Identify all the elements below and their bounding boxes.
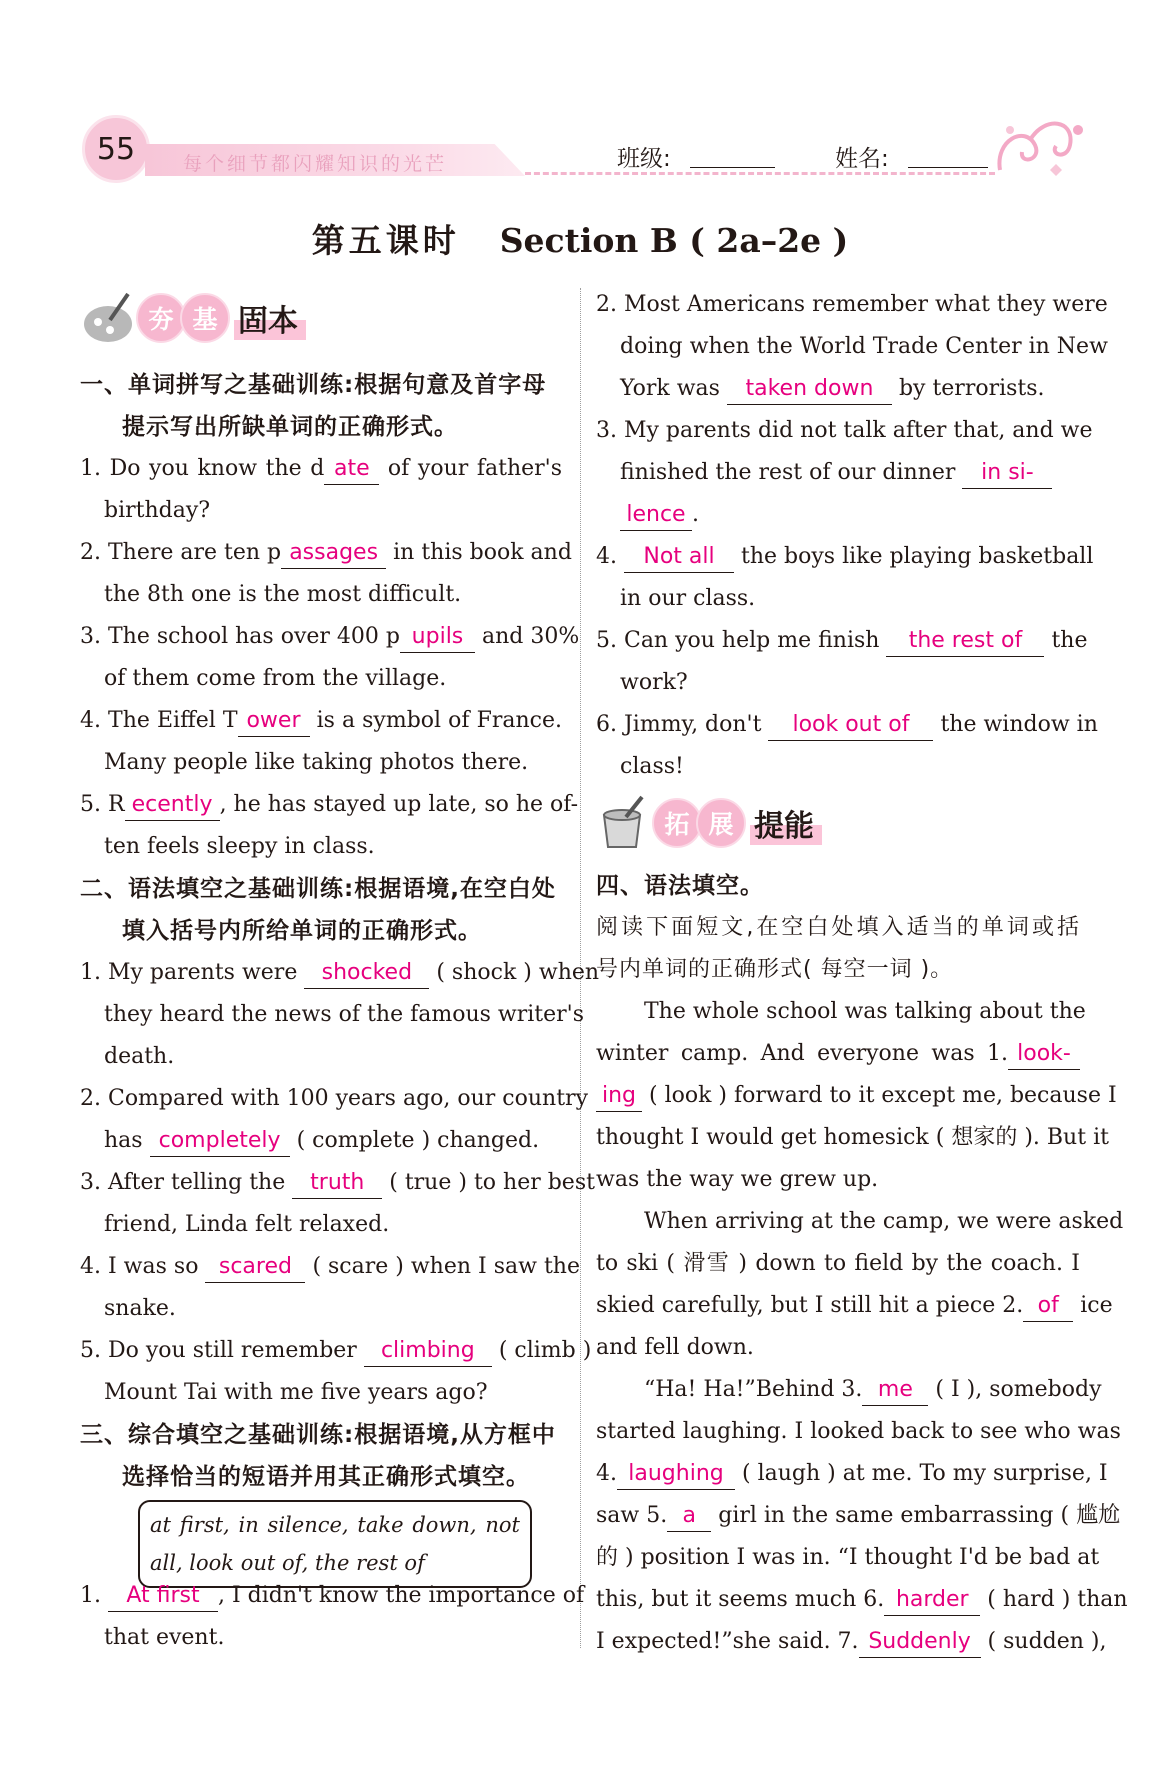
p1-q1-cont: birthday? — [104, 498, 211, 523]
answer-blank[interactable]: shocked — [304, 958, 429, 989]
p3-q6: 6. Jimmy, don't look out of the window in — [596, 705, 1080, 745]
part4-heading: 四、语法填空。 — [596, 873, 764, 899]
passage-line: was the way we grew up. — [596, 1167, 879, 1192]
passage-line: skied carefully, but I still hit a piece 2. of ice — [596, 1286, 1080, 1326]
part1-heading-cont: 提示写出所缺单词的正确形式。 — [122, 414, 458, 440]
answer-blank[interactable]: completely — [150, 1126, 290, 1157]
part1-heading: 一、单词拼写之基础训练:根据句意及首字母 — [80, 372, 547, 398]
passage-line: and fell down. — [596, 1335, 754, 1360]
part4-instruction-cont: 号内单词的正确形式( 每空一词 )。 — [596, 957, 954, 982]
p1-q2-cont: the 8th one is the most difficult. — [104, 582, 462, 607]
p3-q1-cont: that event. — [104, 1625, 225, 1650]
answer-blank[interactable]: truth — [292, 1168, 382, 1199]
part3-heading-cont: 选择恰当的短语并用其正确形式填空。 — [122, 1464, 530, 1490]
p1-q3: 3. The school has over 400 p upils and 30% — [80, 617, 562, 657]
lesson-title — [0, 215, 1160, 262]
p3-q5-cont: work? — [620, 670, 688, 695]
page-header — [0, 0, 1160, 190]
passage-line: winter camp. And everyone was 1. look- — [596, 1034, 1080, 1074]
answer-blank-1-cont[interactable]: ing — [596, 1081, 642, 1112]
flourish-icon — [990, 110, 1090, 190]
lesson-title-cn: 第五课时 — [311, 221, 460, 260]
passage-line: thought I would get homesick ( 想家的 ). But it — [596, 1125, 1109, 1150]
part3-heading: 三、综合填空之基础训练:根据语境,从方框中 — [80, 1422, 556, 1448]
answer-blank-4[interactable]: laughing — [617, 1459, 735, 1490]
answer-blank[interactable]: assages — [281, 538, 386, 569]
answer-blank[interactable]: upils — [400, 622, 475, 653]
answer-blank[interactable]: in si- — [962, 458, 1052, 489]
p3-q2: 2. Most Americans remember what they were — [596, 292, 1108, 317]
answer-blank[interactable]: At first — [108, 1581, 218, 1612]
name-field[interactable] — [908, 167, 988, 168]
p2-q2-cont: has completely ( complete ) changed. — [104, 1121, 539, 1161]
p3-q3-cont2: lence . — [620, 495, 699, 535]
passage-line: started laughing. I looked back to see who was — [596, 1419, 1121, 1444]
palette-icon — [80, 290, 136, 346]
p3-q3: 3. My parents did not talk after that, and we — [596, 418, 1093, 443]
p2-q1-cont: they heard the news of the famous writer's — [104, 1002, 584, 1027]
answer-blank[interactable]: look out of — [768, 710, 933, 741]
passage-line: I expected!”she said. 7. Suddenly ( sudden ), — [596, 1622, 1080, 1662]
p1-q5-cont: ten feels sleepy in class. — [104, 834, 375, 859]
part4-instruction: 阅读下面短文,在空白处填入适当的单词或括 — [596, 915, 1080, 940]
p1-q3-cont: of them come from the village. — [104, 666, 447, 691]
answer-blank[interactable]: Not all — [624, 542, 734, 573]
p2-q1: 1. My parents were shocked ( shock ) when — [80, 953, 562, 993]
p2-q5-cont: Mount Tai with me five years ago? — [104, 1380, 488, 1405]
answer-blank-7[interactable]: Suddenly — [859, 1627, 981, 1658]
answer-blank[interactable]: climbing — [364, 1336, 492, 1367]
p3-q1: 1. At first , I didn't know the importance of — [80, 1576, 562, 1616]
badge-word: 提能 — [750, 801, 822, 845]
p2-q4-cont: snake. — [104, 1296, 176, 1321]
answer-blank-3[interactable]: me — [862, 1375, 928, 1406]
p3-q4-cont: in our class. — [620, 586, 756, 611]
passage-line: 4. laughing ( laugh ) at me. To my surprise, I — [596, 1454, 1080, 1494]
answer-blank-2[interactable]: of — [1023, 1291, 1073, 1322]
passage-line: “Ha! Ha!”Behind 3. me ( I ), somebody — [644, 1370, 1080, 1410]
passage-line: The whole school was talking about the — [644, 999, 1086, 1024]
passage-line: 的 ) position I was in. “I thought I'd be bad at — [596, 1545, 1100, 1570]
answer-blank[interactable]: the rest of — [886, 626, 1044, 657]
p1-q5: 5. R ecently , he has stayed up late, so he of- — [80, 785, 562, 825]
class-label: 班级: — [617, 146, 671, 172]
p1-q4-cont: Many people like taking photos there. — [104, 750, 529, 775]
name-label: 姓名: — [835, 146, 889, 172]
p3-q2-cont2: York was taken down by terrorists. — [620, 369, 1045, 409]
passage-line: to ski ( 滑雪 ) down to field by the coach. I — [596, 1251, 1080, 1276]
p3-q4: 4. Not all the boys like playing basketball — [596, 537, 1080, 577]
badge-char-2: 展 — [696, 798, 746, 848]
p2-q5: 5. Do you still remember climbing ( climb ) — [80, 1331, 562, 1371]
passage-line: ing ( look ) forward to it except me, because I — [596, 1076, 1080, 1116]
passage-line: saw 5. a girl in the same embarrassing ( 尴尬 — [596, 1496, 1080, 1536]
p2-q2: 2. Compared with 100 years ago, our country — [80, 1086, 588, 1111]
answer-blank-cont[interactable]: lence — [620, 500, 692, 531]
passage-line: When arriving at the camp, we were asked — [644, 1209, 1124, 1234]
p2-q1-cont2: death. — [104, 1044, 175, 1069]
part2-heading: 二、语法填空之基础训练:根据语境,在空白处 — [80, 876, 556, 902]
passage-line: this, but it seems much 6. harder ( hard ) than — [596, 1580, 1080, 1620]
page-number: 55 — [82, 115, 150, 183]
p3-q5: 5. Can you help me finish the rest of the — [596, 621, 1080, 661]
p3-q2-cont: doing when the World Trade Center in New — [620, 334, 1108, 359]
foundation-badge — [80, 290, 306, 346]
badge-char-1: 拓 — [652, 798, 702, 848]
p2-q3-cont: friend, Linda felt relaxed. — [104, 1212, 390, 1237]
answer-blank[interactable]: ecently — [125, 790, 220, 821]
header-dash-line — [525, 172, 995, 175]
p1-q4: 4. The Eiffel T ower is a symbol of France. — [80, 701, 562, 741]
paint-bucket-icon — [596, 795, 652, 851]
motto: 每个细节都闪耀知识的光芒 — [183, 153, 448, 175]
badge-word: 固本 — [234, 296, 306, 340]
answer-blank[interactable]: ate — [324, 454, 379, 485]
badge-char-2: 基 — [180, 293, 230, 343]
answer-blank[interactable]: taken down — [727, 374, 892, 405]
phrase-box — [138, 1500, 532, 1588]
phrase-box-line2: all, look out of, the rest of — [150, 1551, 425, 1575]
p2-q3: 3. After telling the truth ( true ) to her best — [80, 1163, 562, 1203]
extension-badge — [596, 795, 822, 851]
answer-blank[interactable]: ower — [238, 706, 310, 737]
p1-q2: 2. There are ten p assages in this book and — [80, 533, 562, 573]
part2-heading-cont: 填入括号内所给单词的正确形式。 — [122, 918, 482, 944]
lesson-title-en: Section B ( 2a–2e ) — [499, 221, 849, 260]
badge-char-1: 夯 — [136, 293, 186, 343]
p3-q6-cont: class! — [620, 754, 684, 779]
phrase-box-line1: at first, in silence, take down, not — [150, 1513, 520, 1537]
answer-blank-5[interactable]: a — [667, 1501, 711, 1532]
p2-q4: 4. I was so scared ( scare ) when I saw the — [80, 1247, 562, 1287]
p1-q1: 1. Do you know the d ate of your father's — [80, 449, 562, 489]
answer-blank-6[interactable]: harder — [884, 1585, 980, 1616]
answer-blank[interactable]: scared — [205, 1252, 305, 1283]
answer-blank-1[interactable]: look- — [1008, 1039, 1080, 1070]
class-field[interactable] — [690, 167, 775, 168]
p3-q3-cont: finished the rest of our dinner in si- — [620, 453, 1052, 493]
